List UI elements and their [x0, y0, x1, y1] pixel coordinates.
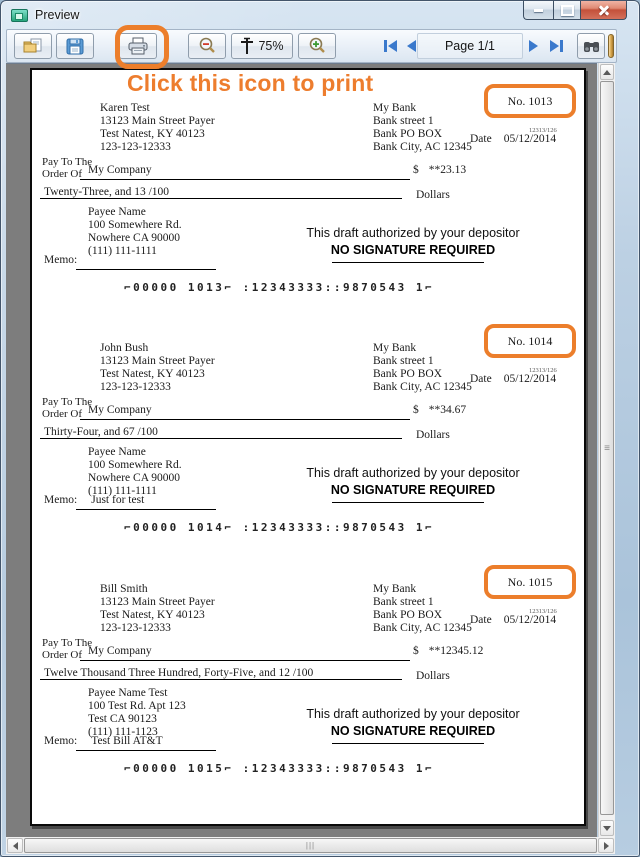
payer-address-line: 123-123-12333: [100, 381, 171, 393]
close-icon: [598, 4, 610, 16]
binoculars-icon: [583, 40, 600, 53]
amount-row: [413, 164, 466, 176]
zoom-out-button[interactable]: [188, 33, 226, 59]
scroll-left-button[interactable]: [7, 838, 23, 853]
close-button[interactable]: [581, 1, 627, 20]
currency-symbol: $: [413, 164, 419, 176]
pay-to-underline: [80, 179, 410, 180]
authorization-text: This draft authorized by your depositor: [306, 707, 520, 721]
date-row: [470, 614, 556, 626]
bank-line: Bank PO BOX: [373, 609, 443, 621]
pay-to-underline: [80, 660, 410, 661]
payer-name: Bill Smith: [100, 583, 148, 595]
date-label: Date: [470, 614, 492, 626]
amount-value: **12345.12: [428, 645, 484, 657]
folder-document-icon: [23, 38, 43, 55]
bank-line: Bank street 1: [373, 596, 434, 608]
date-value: 05/12/2014: [503, 373, 557, 385]
pay-to-line2: Order Of: [42, 408, 83, 420]
pay-to-line1: Pay To The: [42, 156, 93, 168]
payee-line: Payee Name: [88, 446, 146, 458]
toolbar: [6, 29, 617, 63]
find-button[interactable]: [577, 33, 605, 59]
amount-words-underline: [40, 438, 402, 439]
bank-line: Bank street 1: [373, 355, 434, 367]
check-number: No. 1015: [507, 574, 553, 589]
bank-fraction: 12313/126: [529, 367, 557, 374]
bank-line: Bank PO BOX: [373, 368, 443, 380]
payer-address-line: Test Natest, KY 40123: [100, 128, 205, 140]
zoom-marker-icon: [240, 37, 254, 55]
payee-line: Nowhere CA 90000: [88, 472, 180, 484]
payer-address-line: 13123 Main Street Payer: [100, 115, 215, 127]
zoom-level-button[interactable]: [231, 33, 293, 59]
first-page-icon: [384, 40, 387, 52]
payer-name: John Bush: [100, 342, 149, 354]
payee-line: 100 Somewhere Rd.: [88, 459, 182, 471]
memo-underline: [76, 509, 216, 510]
memo-value: Just for test: [91, 494, 145, 506]
amount-words: Thirty-Four, and 67 /100: [44, 426, 158, 438]
first-page-icon-arrow: [388, 40, 397, 52]
previous-page-icon: [407, 40, 416, 52]
pay-to-label: [42, 156, 92, 180]
pay-to-value: My Company: [88, 645, 152, 657]
save-button[interactable]: [56, 33, 94, 59]
scroll-right-icon: [604, 842, 609, 850]
preview-viewport: [6, 63, 597, 837]
pay-to-line2: Order Of: [42, 649, 83, 661]
amount-row: [413, 645, 483, 657]
no-signature-text: NO SIGNATURE REQUIRED: [330, 243, 496, 257]
currency-symbol: $: [413, 404, 419, 416]
check: [32, 574, 588, 823]
window-title: Preview: [35, 8, 80, 22]
save-icon: [66, 38, 84, 55]
bank-line: Bank street 1: [373, 115, 434, 127]
maximize-button[interactable]: [553, 1, 581, 20]
memo-label: Memo:: [44, 254, 78, 266]
pay-to-label: [42, 637, 92, 661]
scroll-left-icon: [13, 842, 18, 850]
zoom-in-button[interactable]: [298, 33, 336, 59]
payee-line: (111) 111-1111: [88, 245, 157, 257]
signature-underline: [332, 743, 484, 744]
memo-underline: [76, 269, 216, 270]
toolbar-overflow-handle[interactable]: [608, 34, 614, 58]
last-page-button[interactable]: [544, 36, 568, 56]
signature-underline: [332, 502, 484, 503]
authorization-text: This draft authorized by your depositor: [306, 226, 520, 240]
signature-underline: [332, 262, 484, 263]
bank-block: [373, 102, 472, 154]
pay-to-value: My Company: [88, 404, 152, 416]
bank-fraction: 12313/126: [529, 127, 557, 134]
micr-line: ⌐00000 1013⌐ :12343333::9870543 1⌐: [124, 281, 435, 294]
currency-symbol: $: [413, 645, 419, 657]
micr-line: ⌐00000 1015⌐ :12343333::9870543 1⌐: [124, 762, 435, 775]
bank-line: Bank City, AC 12345: [373, 141, 472, 153]
minimize-button[interactable]: [523, 1, 553, 20]
bank-block: [373, 342, 472, 394]
payee-line: 100 Test Rd. Apt 123: [88, 700, 186, 712]
check-number-highlight-annotation: [484, 565, 576, 599]
page-indicator: Page 1/1: [417, 33, 523, 59]
bank-line: My Bank: [373, 583, 417, 595]
scroll-down-button[interactable]: [600, 820, 614, 836]
date-row: [470, 133, 556, 145]
payer-address-line: 123-123-12333: [100, 141, 171, 153]
amount-words-underline: [40, 679, 402, 680]
scroll-down-icon: [603, 826, 611, 831]
zoom-level-value: 75%: [258, 39, 284, 53]
payee-line: Test CA 90123: [88, 713, 157, 725]
pay-to-value: My Company: [88, 164, 152, 176]
print-highlight-annotation: [115, 25, 169, 69]
scroll-up-icon: [603, 70, 611, 75]
payer-block: [100, 342, 215, 394]
title-bar[interactable]: [1, 1, 639, 29]
check-number-highlight-annotation: [484, 84, 576, 118]
print-callout-text: Click this icon to print: [127, 70, 374, 96]
memo-row: [44, 735, 163, 747]
payee-block: [88, 206, 182, 258]
payer-address-line: Test Natest, KY 40123: [100, 609, 205, 621]
memo-value: Test Bill AT&T: [91, 735, 163, 747]
date-label: Date: [470, 133, 492, 145]
payee-line: Payee Name Test: [88, 687, 168, 699]
bank-fraction: 12313/126: [529, 608, 557, 615]
payee-line: Payee Name: [88, 206, 146, 218]
bank-line: Bank City, AC 12345: [373, 381, 472, 393]
payer-block: [100, 102, 215, 154]
scroll-up-button[interactable]: [600, 64, 614, 80]
no-signature-text: NO SIGNATURE REQUIRED: [330, 483, 496, 497]
horizontal-scrollbar[interactable]: [6, 837, 615, 854]
zoom-out-icon: [198, 37, 216, 55]
date-value: 05/12/2014: [503, 614, 557, 626]
pay-to-underline: [80, 419, 410, 420]
amount-words: Twenty-Three, and 13 /100: [44, 186, 170, 198]
preview-page: [30, 68, 586, 826]
date-label: Date: [470, 373, 492, 385]
next-page-button[interactable]: [525, 36, 541, 56]
scroll-right-button[interactable]: [598, 838, 614, 853]
payer-address-line: 13123 Main Street Payer: [100, 355, 215, 367]
dollars-label: Dollars: [416, 670, 450, 682]
pay-to-label: [42, 396, 92, 420]
payee-line: 100 Somewhere Rd.: [88, 219, 182, 231]
payee-line: (111) 111-1123: [88, 726, 158, 738]
minimize-icon: [534, 9, 543, 12]
payee-block: [88, 446, 182, 498]
amount-value: **23.13: [428, 164, 467, 176]
bank-line: My Bank: [373, 102, 417, 114]
bank-line: Bank PO BOX: [373, 128, 443, 140]
authorization-text: This draft authorized by your depositor: [306, 466, 520, 480]
payer-address-line: Test Natest, KY 40123: [100, 368, 205, 380]
pay-to-line2: Order Of: [42, 168, 83, 180]
payer-block: [100, 583, 215, 635]
date-row: [470, 373, 556, 385]
memo-label: Memo:: [44, 735, 78, 747]
payer-address-line: 13123 Main Street Payer: [100, 596, 215, 608]
bank-block: [373, 583, 472, 635]
dollars-label: Dollars: [416, 189, 450, 201]
last-page-icon-arrow: [550, 40, 559, 52]
memo-underline: [76, 750, 216, 751]
vertical-scroll-thumb[interactable]: ≡: [600, 81, 614, 815]
pay-to-line1: Pay To The: [42, 396, 93, 408]
bank-line: Bank City, AC 12345: [373, 622, 472, 634]
check-number: No. 1013: [507, 93, 553, 108]
zoom-in-icon: [308, 37, 326, 55]
dollars-label: Dollars: [416, 429, 450, 441]
vertical-scrollbar[interactable]: [598, 63, 615, 837]
amount-words: Twelve Thousand Three Hundred, Forty-Five, and 12 /100: [44, 667, 314, 679]
date-value: 05/12/2014: [503, 133, 557, 145]
memo-row: [44, 254, 91, 266]
first-page-button[interactable]: [378, 36, 402, 56]
payee-line: Nowhere CA 90000: [88, 232, 180, 244]
amount-words-underline: [40, 198, 402, 199]
maximize-icon: [561, 5, 574, 16]
check-number: No. 1014: [507, 333, 553, 348]
check-number-highlight-annotation: [484, 324, 576, 358]
check: [32, 93, 588, 342]
horizontal-scroll-thumb[interactable]: |||: [24, 838, 597, 853]
memo-row: [44, 494, 144, 506]
memo-label: Memo:: [44, 494, 78, 506]
last-page-icon: [560, 40, 563, 52]
amount-value: **34.67: [428, 404, 467, 416]
amount-row: [413, 404, 466, 416]
payer-address-line: 123-123-12333: [100, 622, 171, 634]
pay-to-line1: Pay To The: [42, 637, 93, 649]
payee-line: (111) 111-1111: [88, 485, 157, 497]
payer-name: Karen Test: [100, 102, 150, 114]
payee-block: [88, 687, 186, 739]
window-controls: [523, 1, 627, 20]
open-button[interactable]: [14, 33, 52, 59]
micr-line: ⌐00000 1014⌐ :12343333::9870543 1⌐: [124, 521, 435, 534]
no-signature-text: NO SIGNATURE REQUIRED: [330, 724, 496, 738]
bank-line: My Bank: [373, 342, 417, 354]
check: [32, 333, 588, 582]
next-page-icon: [529, 40, 538, 52]
app-icon: [11, 9, 28, 22]
